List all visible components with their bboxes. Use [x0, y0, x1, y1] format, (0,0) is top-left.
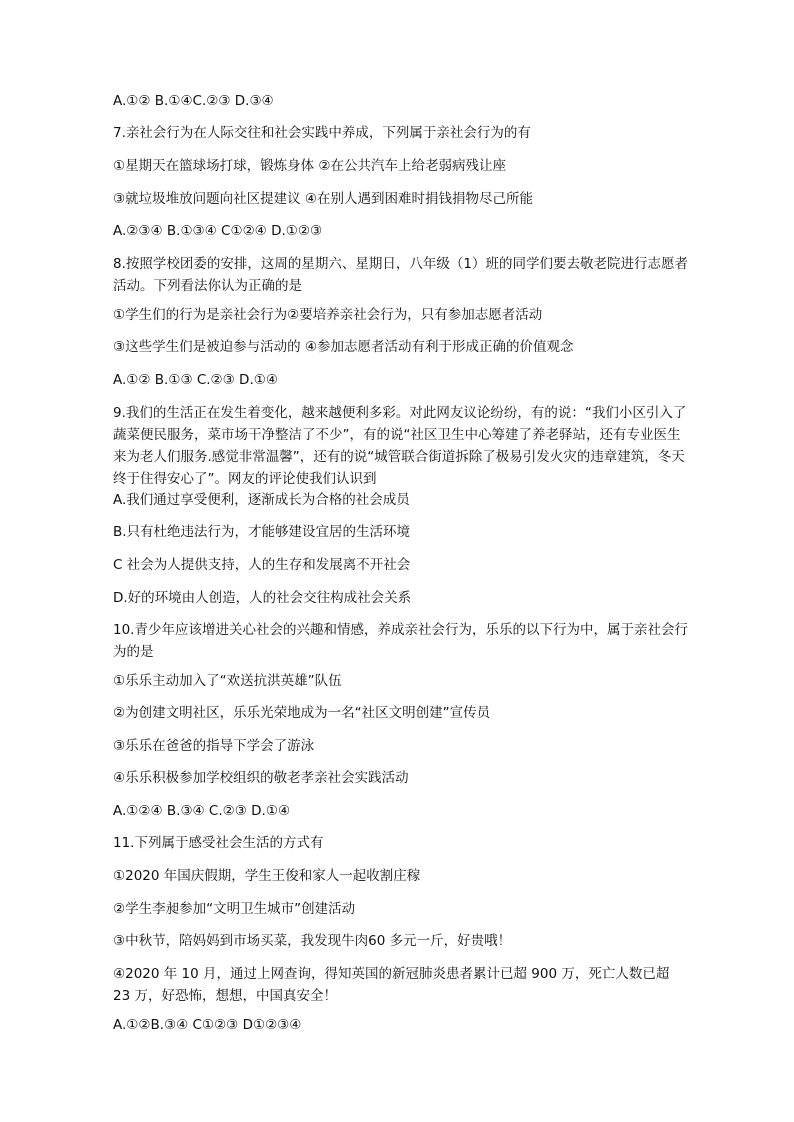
q9-stem: 9.我们的生活正在发生着变化，越来越便利多彩。对此网友议论纷纷，有的说：“我们小区引入了蔬菜便民服务，菜市场干净整洁了不少”，有的说“社区卫生中心筹建了养老驿站，还有专业医生来为老人们服务.感觉非常温馨”，还有的说“城管联合街道拆除了极易引发火灾的违章建筑，冬天终于住得安心了”。网友的评论使我们认识到: [113, 405, 687, 487]
q10-options: A.①②④ B.③④ C.②③ D.①④: [113, 803, 291, 819]
q10-statement-2: ②为创建文明社区，乐乐光荣地成为一名“社区文明创建”宣传员: [113, 705, 491, 721]
q8-stem: 8.按照学校团委的安排，这周的星期六、星期日，八年级（1）班的同学们要去敬老院进行志愿者活动。下列看法你认为正确的是: [113, 256, 688, 294]
q9-option-c: C 社会为人提供支持，人的生存和发展离不开社会: [113, 557, 411, 573]
q7-statements-1-2: ①星期天在篮球场打球，锻炼身体 ②在公共汽车上给老弱病残让座: [113, 158, 506, 174]
q9-option-d: D.好的环境由人创造，人的社会交往构成社会关系: [113, 590, 412, 606]
q10-statement-3: ③乐乐在爸爸的指导下学会了游泳: [113, 738, 315, 754]
q8-options: A.①② B.①③ C.②③ D.①④: [113, 372, 278, 388]
q10-statement-1: ①乐乐主动加入了“欢送抗洪英雄”队伍: [113, 673, 342, 689]
q7-options: A.②③④ B.①③④ C①②④ D.①②③: [113, 223, 323, 239]
q7-stem: 7.亲社会行为在人际交往和社会实践中养成，下列属于亲社会行为的有: [113, 125, 531, 141]
q8-statements-3-4: ③这些学生们是被迫参与活动的 ④参加志愿者活动有利于形成正确的价值观念: [113, 339, 574, 355]
q11-statement-1: ①2020 年国庆假期，学生王俊和家人一起收割庄稼: [113, 868, 421, 884]
q8-statements-1-2: ①学生们的行为是亲社会行为②要培养亲社会行为，只有参加志愿者活动: [113, 307, 543, 323]
q11-statement-2: ②学生李昶参加“文明卫生城市”创建活动: [113, 901, 356, 917]
q11-statement-3: ③中秋节，陪妈妈到市场买菜，我发现牛肉60 多元一斤，好贵哦！: [113, 933, 512, 949]
q11-stem: 11.下列属于感受社会生活的方式有: [113, 835, 324, 851]
q11-options: A.①②B.③④ C①②③ D①②③④: [113, 1017, 302, 1033]
q7-statements-3-4: ③就垃圾堆放问题向社区提建议 ④在别人遇到困难时捐钱捐物尽己所能: [113, 191, 533, 207]
q9-option-a: A.我们通过享受便利，逐渐成长为合格的社会成员: [113, 492, 410, 508]
q9-option-b: B.只有杜绝违法行为，才能够建设宜居的生活环境: [113, 524, 411, 540]
q10-statement-4: ④乐乐积极参加学校组织的敬老孝亲社会实践活动: [113, 770, 409, 786]
q10-stem: 10.青少年应该增进关心社会的兴趣和情感，养成亲社会行为，乐乐的以下行为中，属于亲社会行为的是: [113, 622, 688, 660]
q11-statement-4: ④2020 年 10 月，通过上网查询，得知英国的新冠肺炎患者累计已超 900 万，死亡人数已超 23 万，好恐怖，想想，中国真安全！: [113, 966, 670, 1004]
q6-options: A.①② B.①④C.②③ D.③④: [113, 93, 274, 109]
